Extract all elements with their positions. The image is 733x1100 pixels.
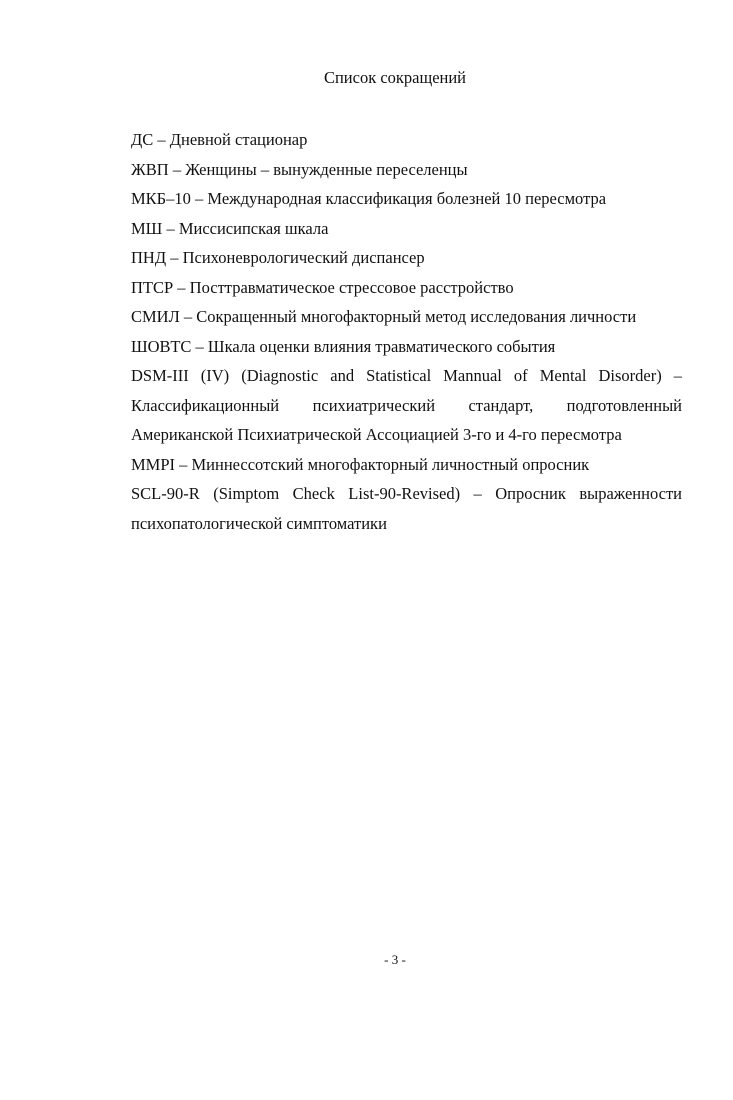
abbreviation-entry-smil: СМИЛ – Сокращенный многофакторный метод исследования личности — [131, 307, 637, 326]
abbreviation-entry-dsm: DSM-III (IV) (Diagnostic and Statistical Mannual of Mental Disorder) – Классификационный психиатрический стандарт, подготовленный Американской Психиатрической Ассоциацией 3-го и 4-го пересмотра — [131, 366, 682, 444]
abbreviation-entry-ds: ДС – Дневной стационар — [131, 130, 308, 149]
page-number: - 3 - — [384, 952, 406, 967]
abbreviation-entry-ptsr: ПТСР – Посттравматическое стрессовое расстройство — [131, 277, 514, 297]
abbreviation-entry-scl90r: SCL-90-R (Simptom Check List-90-Revised) – Опросник выраженности психопатологической симптоматики — [131, 484, 682, 533]
abbreviation-entry-zhvp: ЖВП – Женщины – вынужденные переселенцы — [131, 159, 468, 179]
abbreviation-entry-msh: МШ – Миссисипская шкала — [131, 218, 329, 238]
abbreviation-entry-pnd: ПНД – Психоневрологический диспансер — [131, 248, 425, 267]
abbreviation-entry-mkb10: МКБ–10 – Международная классификация болезней 10 пересмотра — [131, 189, 607, 208]
abbreviation-entry-mmpi: MMPI – Миннессотский многофакторный личностный опросник — [131, 454, 590, 474]
page-title: Список сокращений — [323, 68, 467, 87]
abbreviation-entry-shovts: ШОВТС – Шкала оценки влияния травматического события — [131, 336, 556, 356]
abbreviation-list — [131, 125, 682, 538]
